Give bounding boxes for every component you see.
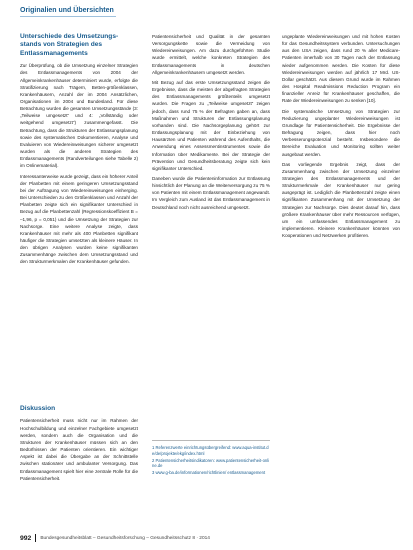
paragraph: Zur Überprüfung, ob die Umsetzung einzelner Strategien des Entlassmanagements von 2004 der Allgemeinkrankenhäuser determiniert wurde, erfolgte die Stratifizierung nach Trägern, Betten-größenklassen, Krankenhäusern, Anzahl der im 2004 Ansätzlichen, Organisationen im 2004 und Bundesland. Für diese Betrachtung wurden die gesamten Umsetzungsstände (3: „Teilweise umgesetzt“ und 4: „Vollständig oder weitgehend umgesetzt“) zusammengefasst. Die Betrachtung, dass die Strukturen der Entlassungsplanung sowie des systematischen Dokumentieren, Analyse und Evaluieren von Wiedereinweisungen sicherer umgesetzt wurden als die anderen Strategien des Entlassmanagements (Randverteilungen siehe Tabelle 2) im Onlinematerial). <box>20 63 138 169</box>
column-2 <box>152 33 270 214</box>
page-number: 992 <box>20 534 32 542</box>
column-3 <box>282 33 400 242</box>
page-footer <box>20 534 400 542</box>
footnote[interactable]: 1 Referenzwerte einrichtungsübergreifend: www.aqua-institut.de/de/projekte/ekg/index.html <box>152 445 269 456</box>
section-title: Unterschiede des Umsetzungs-stands von Strategien des Entlassmanagements <box>20 33 119 57</box>
footer-divider <box>35 534 36 542</box>
paragraph: Interessanterweise wurde gezeigt, dass ein höherer Anteil der Planbetten mit einem geringeren Umsetzungsstand bei der Auftragung von Wiedereinweisungen einherging. Bei Unterschieden zu den Größenklassen und Anzahl der Planbetten zeigte sich ein signifikanter Unterschied in Bezug auf die Planbettenzahl (Regressionskoeffizient B = –1,96, p = 0,051) und die Umsetzung der Strategien zur Nachsorge. Eine weitere Analyse zeigte, dass Krankenhäuser mit mehr als 400 Planbetten signifikant häufiger die Strategien umsetzten als kleinere Häuser. In den übrigen Analysen wurden keine signifikanten Zusammenhänge zwischen dem Umsetzungsstand und den Strukturmerkmalen der Krankenhäuser gefunden. <box>20 173 138 265</box>
paragraph: Das vorliegende Ergebnis zeigt, dass der Zusammenhang zwischen der Umsetzung einzelner Strategien des Entlassmanagements und der Strukturmerkmale der Krankenhäuser nur gering ausgeprägt ist. Lediglich die Planbettenzahl zeigte einen signifikanten Zusammenhang mit der Umsetzung der Strategien zur Nachsorge. Dies deutet darauf hin, dass größere Krankenhäuser über mehr Ressourcen verfügen, um ein umfassendes Entlassmanagement zu implementieren. Kleinere Krankenhäuser könnten von Kooperationen und Netzwerken profitieren. <box>282 161 400 239</box>
footnote[interactable]: 2 Patientensicherheitsindikatoren: www.patientensicherheit-online.de <box>152 457 270 469</box>
paragraph: Die systematische Umsetzung von Strategien zur Reduzierung ungeplanter Wiedereinweisungen ist Grundlage für Patientensicherheit. Die Ergebnisse der Befragung zeigen, dass hier noch Verbesserungspotenzial besteht. Insbesondere die Bereiche Evaluation und Monitoring sollten weiter ausgebaut werden. <box>282 108 400 157</box>
paragraph: Patientensicherheit muss nicht nur im Rahmen der Hochschulbildung und einzelner Fachgebiete umgesetzt werden, sondern auch die Organisation und die Strukturen der Krankenhäuser müssen sich an den Bedürfnissen der Patienten orientieren. Ein wichtiger Aspekt ist dabei die Übergabe an der Schnittstelle zwischen stationärer und ambulanter Versorgung. Das Entlassmanagement spielt hier eine zentrale Rolle für die Patientensicherheit. <box>20 418 138 481</box>
footnotes <box>152 440 270 477</box>
section-header-tag: Originalien und Übersichten <box>20 7 116 17</box>
paragraph: Mit Bezug auf das erste Umsetzungsstand zeigen die Ergebnisse, dass die meisten der abgefragten Strategien des Entlassmanagements größtenteils umgesetzt wurden. Die Fragen zu „Teilweise umgesetzt“ zeigen jedoch, dass rund 75 % der Befragten gaben an, dass Maßnahmen und Strukturen der Entlassungsplanung vorhanden sind. Die Nachsorgeplanung gehört zur Entlassungsplanung mit der Einbeziehung von Hausärzten und Patienten während des Aufenthalts, die Anwendung eines Assessmentinstrumentes sowie die Information über Medikamente. Bei der Strategie der Prävention und Gesundheitsberatung zeigte sich kein signifikanter Unterschied. <box>152 79 270 171</box>
paragraph: ungeplante Wiedereinweisungen und mit hohen Kosten für das Gesundheitssystem verbunden. Untersuchungen aus den USA zeigen, dass rund 20 % aller Medicare-Patienten innerhalb von 30 Tagen nach der Entlassung wieder aufgenommen werden. Die Kosten für diese Wiedereinweisungen werden auf jährlich 17 Mrd. US-Dollar geschätzt. Aus diesem Grund wurde im Rahmen des Hospital Readmissions Reduction Program ein finanzieller Anreiz für Krankenhäuser geschaffen, die Rate der Wiedereinweisungen zu senken [10]. <box>282 34 400 104</box>
section-title: Diskussion <box>20 405 56 412</box>
paragraph: Patientensicherheit und Qualität in der gesamten Versorgungskette sowie die Vermeidung von Wiedereinweisungen. Am dazu durchgeführten Studie wurde ermittelt, welche konkreten Strategien des Entlassmanagements in deutschen Allgemeinkrankenhäusern umgesetzt werden. <box>152 34 270 75</box>
paragraph: Daneben wurde die Patienteninformation zur Entlassung hinsichtlich der Planung an die Weiterversorgung zu 75 % von Patienten mit einem Entlassmanagement angewandt. Im Vergleich zum Ausland ist das Entlassmanagement in Deutschland noch nicht ausreichend umgesetzt. <box>152 175 270 210</box>
column-1 <box>20 33 138 269</box>
footnote[interactable]: 3 www.g-ba.de/informationen/richtlinien/ entlassmanagement <box>152 470 266 476</box>
journal-citation: Bundesgesundheitsblatt – Gesundheitsforschung – Gesundheitsschutz 8 · 2014 <box>40 535 210 541</box>
discussion-section <box>20 405 138 485</box>
